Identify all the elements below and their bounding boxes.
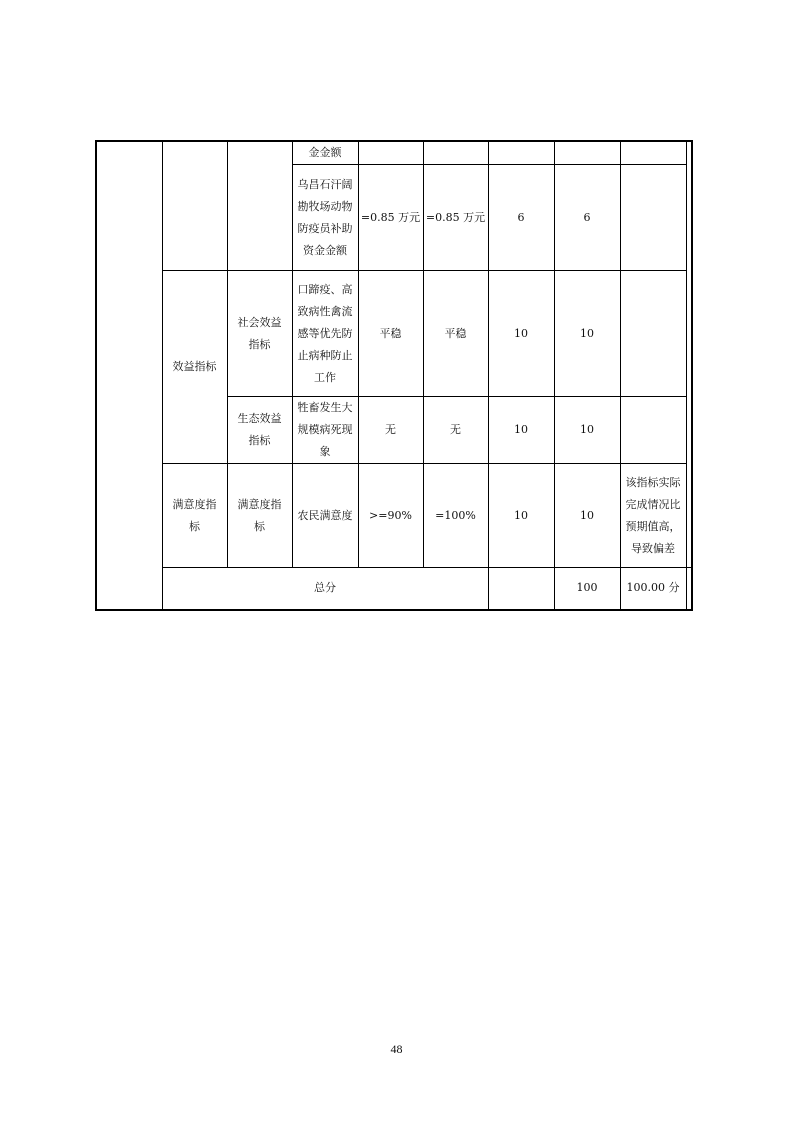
- table-row: [96, 568, 692, 610]
- actual-cell: =0.85 万元: [423, 165, 488, 271]
- target-cell: [358, 141, 423, 165]
- note-cell: [620, 397, 686, 464]
- level1-cell: [96, 141, 162, 610]
- weight-cell: 10: [488, 271, 554, 397]
- performance-table: [95, 140, 693, 611]
- weight-cell: [488, 141, 554, 165]
- target-cell: 无: [358, 397, 423, 464]
- score-cell: 10: [554, 271, 620, 397]
- score-cell: 100.00 分: [620, 568, 686, 610]
- weight-cell: 6: [488, 165, 554, 271]
- table-row: [96, 141, 692, 165]
- actual-cell: [423, 141, 488, 165]
- score-cell: 10: [554, 464, 620, 568]
- target-cell: >=90%: [358, 464, 423, 568]
- indicator-cell: 乌昌石汗阔勘牧场动物防疫员补助资金金额: [292, 165, 358, 271]
- note-cell: [686, 568, 692, 610]
- score-cell: [554, 141, 620, 165]
- target-cell: =0.85 万元: [358, 165, 423, 271]
- actual-cell: 无: [423, 397, 488, 464]
- weight-cell: 10: [488, 464, 554, 568]
- score-cell: 10: [554, 397, 620, 464]
- benefit-indicator-label: 效益指标: [162, 271, 227, 464]
- satisfaction-indicator-label: 满意度指标: [162, 464, 227, 568]
- level2-cell: [162, 141, 227, 271]
- total-label: 总分: [162, 568, 488, 610]
- sub-indicator-label: 满意度指标: [227, 464, 292, 568]
- weight-cell: 100: [554, 568, 620, 610]
- actual-cell: [488, 568, 554, 610]
- indicator-cell: 口蹄疫、高致病性禽流感等优先防止病种防止工作: [292, 271, 358, 397]
- note-cell: 该指标实际完成情况比预期值高，导致偏差: [620, 464, 686, 568]
- page-number: 48: [390, 1042, 403, 1056]
- actual-cell: =100%: [423, 464, 488, 568]
- table-row: [96, 271, 692, 397]
- indicator-cell: 牲畜发生大规模病死现象: [292, 397, 358, 464]
- sub-indicator-label: 生态效益指标: [227, 397, 292, 464]
- sub-indicator-label: 社会效益指标: [227, 271, 292, 397]
- table-row: [96, 464, 692, 568]
- note-cell: [620, 165, 686, 271]
- score-cell: 6: [554, 165, 620, 271]
- target-cell: 平稳: [358, 271, 423, 397]
- actual-cell: 平稳: [423, 271, 488, 397]
- indicator-cell: 农民满意度: [292, 464, 358, 568]
- indicator-cell: 金金额: [292, 141, 358, 165]
- note-cell: [620, 141, 686, 165]
- weight-cell: 10: [488, 397, 554, 464]
- level3-cell: [227, 141, 292, 271]
- note-cell: [620, 271, 686, 397]
